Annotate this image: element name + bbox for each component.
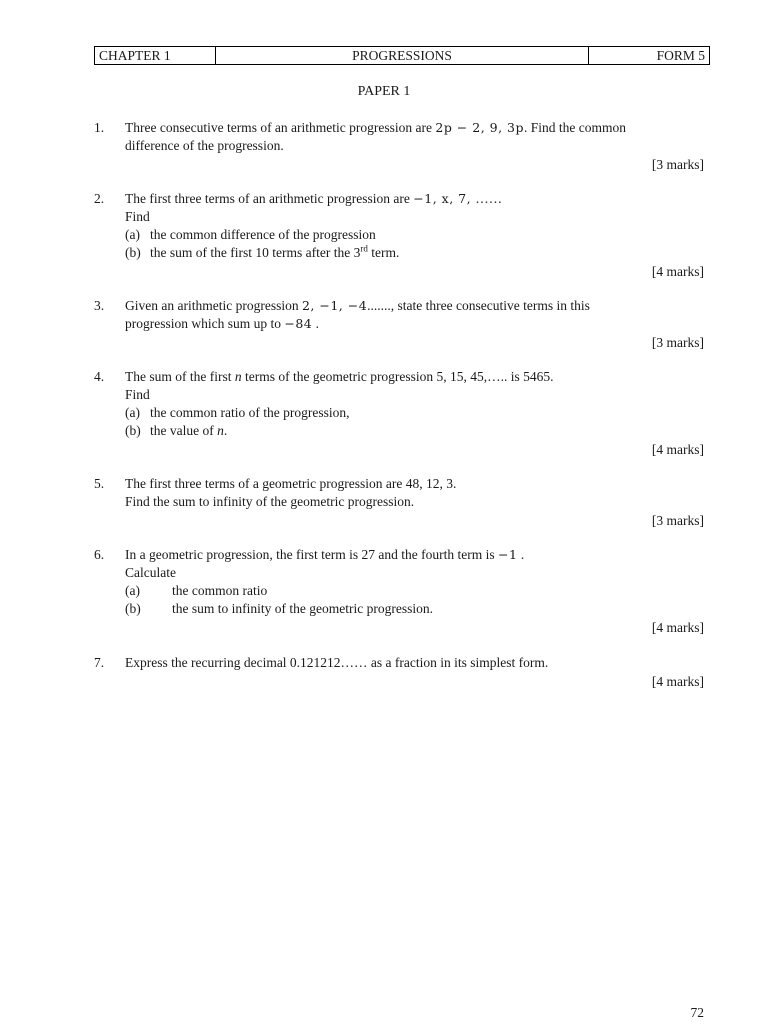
question-number: 1. xyxy=(94,120,105,135)
marks-label: [4 marks] xyxy=(651,442,704,457)
question-text: Three consecutive terms of an arithmetic progression are xyxy=(125,120,432,135)
question-part xyxy=(125,422,704,440)
question-6 xyxy=(94,546,704,637)
part-label: (b) xyxy=(125,245,141,260)
part-text: the sum of the first 10 terms after the 3rd term. xyxy=(150,243,400,260)
question-text: Express the recurring decimal 0.121212…… as a fraction in its simplest form. xyxy=(125,655,549,670)
math-expression: −1 xyxy=(498,547,518,562)
question-text: Find the sum to infinity of the geometric progression. xyxy=(125,494,415,509)
question-text: . xyxy=(315,316,320,331)
question-text: Calculate xyxy=(125,565,176,580)
marks-label: [3 marks] xyxy=(651,157,704,172)
question-text: The first three terms of a geometric progression are 48, 12, 3. xyxy=(125,476,457,491)
part-label: (a) xyxy=(125,227,140,242)
header-table xyxy=(94,46,710,65)
question-text: difference of the progression. xyxy=(125,138,284,153)
question-4 xyxy=(94,368,704,459)
question-part xyxy=(125,404,704,422)
question-3 xyxy=(94,297,704,352)
question-text: The first three terms of an arithmetic progression are xyxy=(125,191,410,206)
question-number: 3. xyxy=(94,298,105,313)
part-label: (a) xyxy=(125,583,140,598)
part-label: (a) xyxy=(125,405,140,420)
part-label: (b) xyxy=(125,423,141,438)
question-text: . xyxy=(520,547,525,562)
variable-n: n xyxy=(234,369,242,384)
question-part xyxy=(125,582,704,600)
part-text: the value of n. xyxy=(150,423,228,438)
form-label: FORM 5 xyxy=(589,47,710,65)
question-text: terms of the geometric progression 5, 15, 45,….. is 5465. xyxy=(244,369,554,384)
question-number: 5. xyxy=(94,476,105,491)
question-number: 4. xyxy=(94,369,105,384)
question-text: progression which sum up to xyxy=(125,316,281,331)
variable-n: n xyxy=(217,423,224,438)
marks-label: [4 marks] xyxy=(651,264,704,279)
question-text: Given an arithmetic progression xyxy=(125,298,299,313)
question-number: 2. xyxy=(94,191,105,206)
page-number: 72 xyxy=(690,1005,704,1020)
part-text: the common difference of the progression xyxy=(150,227,376,242)
superscript: rd xyxy=(360,243,368,254)
part-text: the common ratio of the progression, xyxy=(150,405,350,420)
question-text-line xyxy=(125,119,704,137)
marks-label: [4 marks] xyxy=(651,674,704,689)
question-5 xyxy=(94,475,704,530)
question-7 xyxy=(94,654,704,691)
question-1 xyxy=(94,119,704,174)
question-text-line xyxy=(125,297,704,315)
part-label: (b) xyxy=(125,601,141,616)
question-text-line xyxy=(125,190,704,208)
question-2 xyxy=(94,190,704,281)
math-expression: −84 xyxy=(284,316,313,331)
question-text-line xyxy=(125,368,704,386)
question-number: 6. xyxy=(94,547,105,562)
question-text: The sum of the first xyxy=(125,369,232,384)
math-expression: −1, x, 7, ...... xyxy=(413,191,503,206)
question-number: 7. xyxy=(94,655,105,670)
question-part xyxy=(125,600,704,618)
part-text: the sum to infinity of the geometric progression. xyxy=(172,601,433,616)
question-text-line xyxy=(125,546,704,564)
marks-label: [4 marks] xyxy=(651,620,704,635)
marks-label: [3 marks] xyxy=(651,335,704,350)
question-text: . Find the common xyxy=(524,120,627,135)
math-expression: 2, −1, −4 xyxy=(301,298,368,313)
question-text-line xyxy=(125,315,704,333)
paper-title: PAPER 1 xyxy=(357,84,411,99)
math-expression: 2p − 2, 9, 3p xyxy=(435,120,525,135)
question-part xyxy=(125,226,704,244)
topic-label: PROGRESSIONS xyxy=(216,47,589,65)
question-text: Find xyxy=(125,209,150,224)
question-part xyxy=(125,244,704,262)
question-text: In a geometric progression, the first term is 27 and the fourth term is xyxy=(125,547,495,562)
question-text: Find xyxy=(125,387,150,402)
marks-label: [3 marks] xyxy=(651,513,704,528)
chapter-label: CHAPTER 1 xyxy=(95,47,216,65)
part-text: the common ratio xyxy=(172,583,268,598)
question-text: ......., state three consecutive terms in this xyxy=(367,298,590,313)
